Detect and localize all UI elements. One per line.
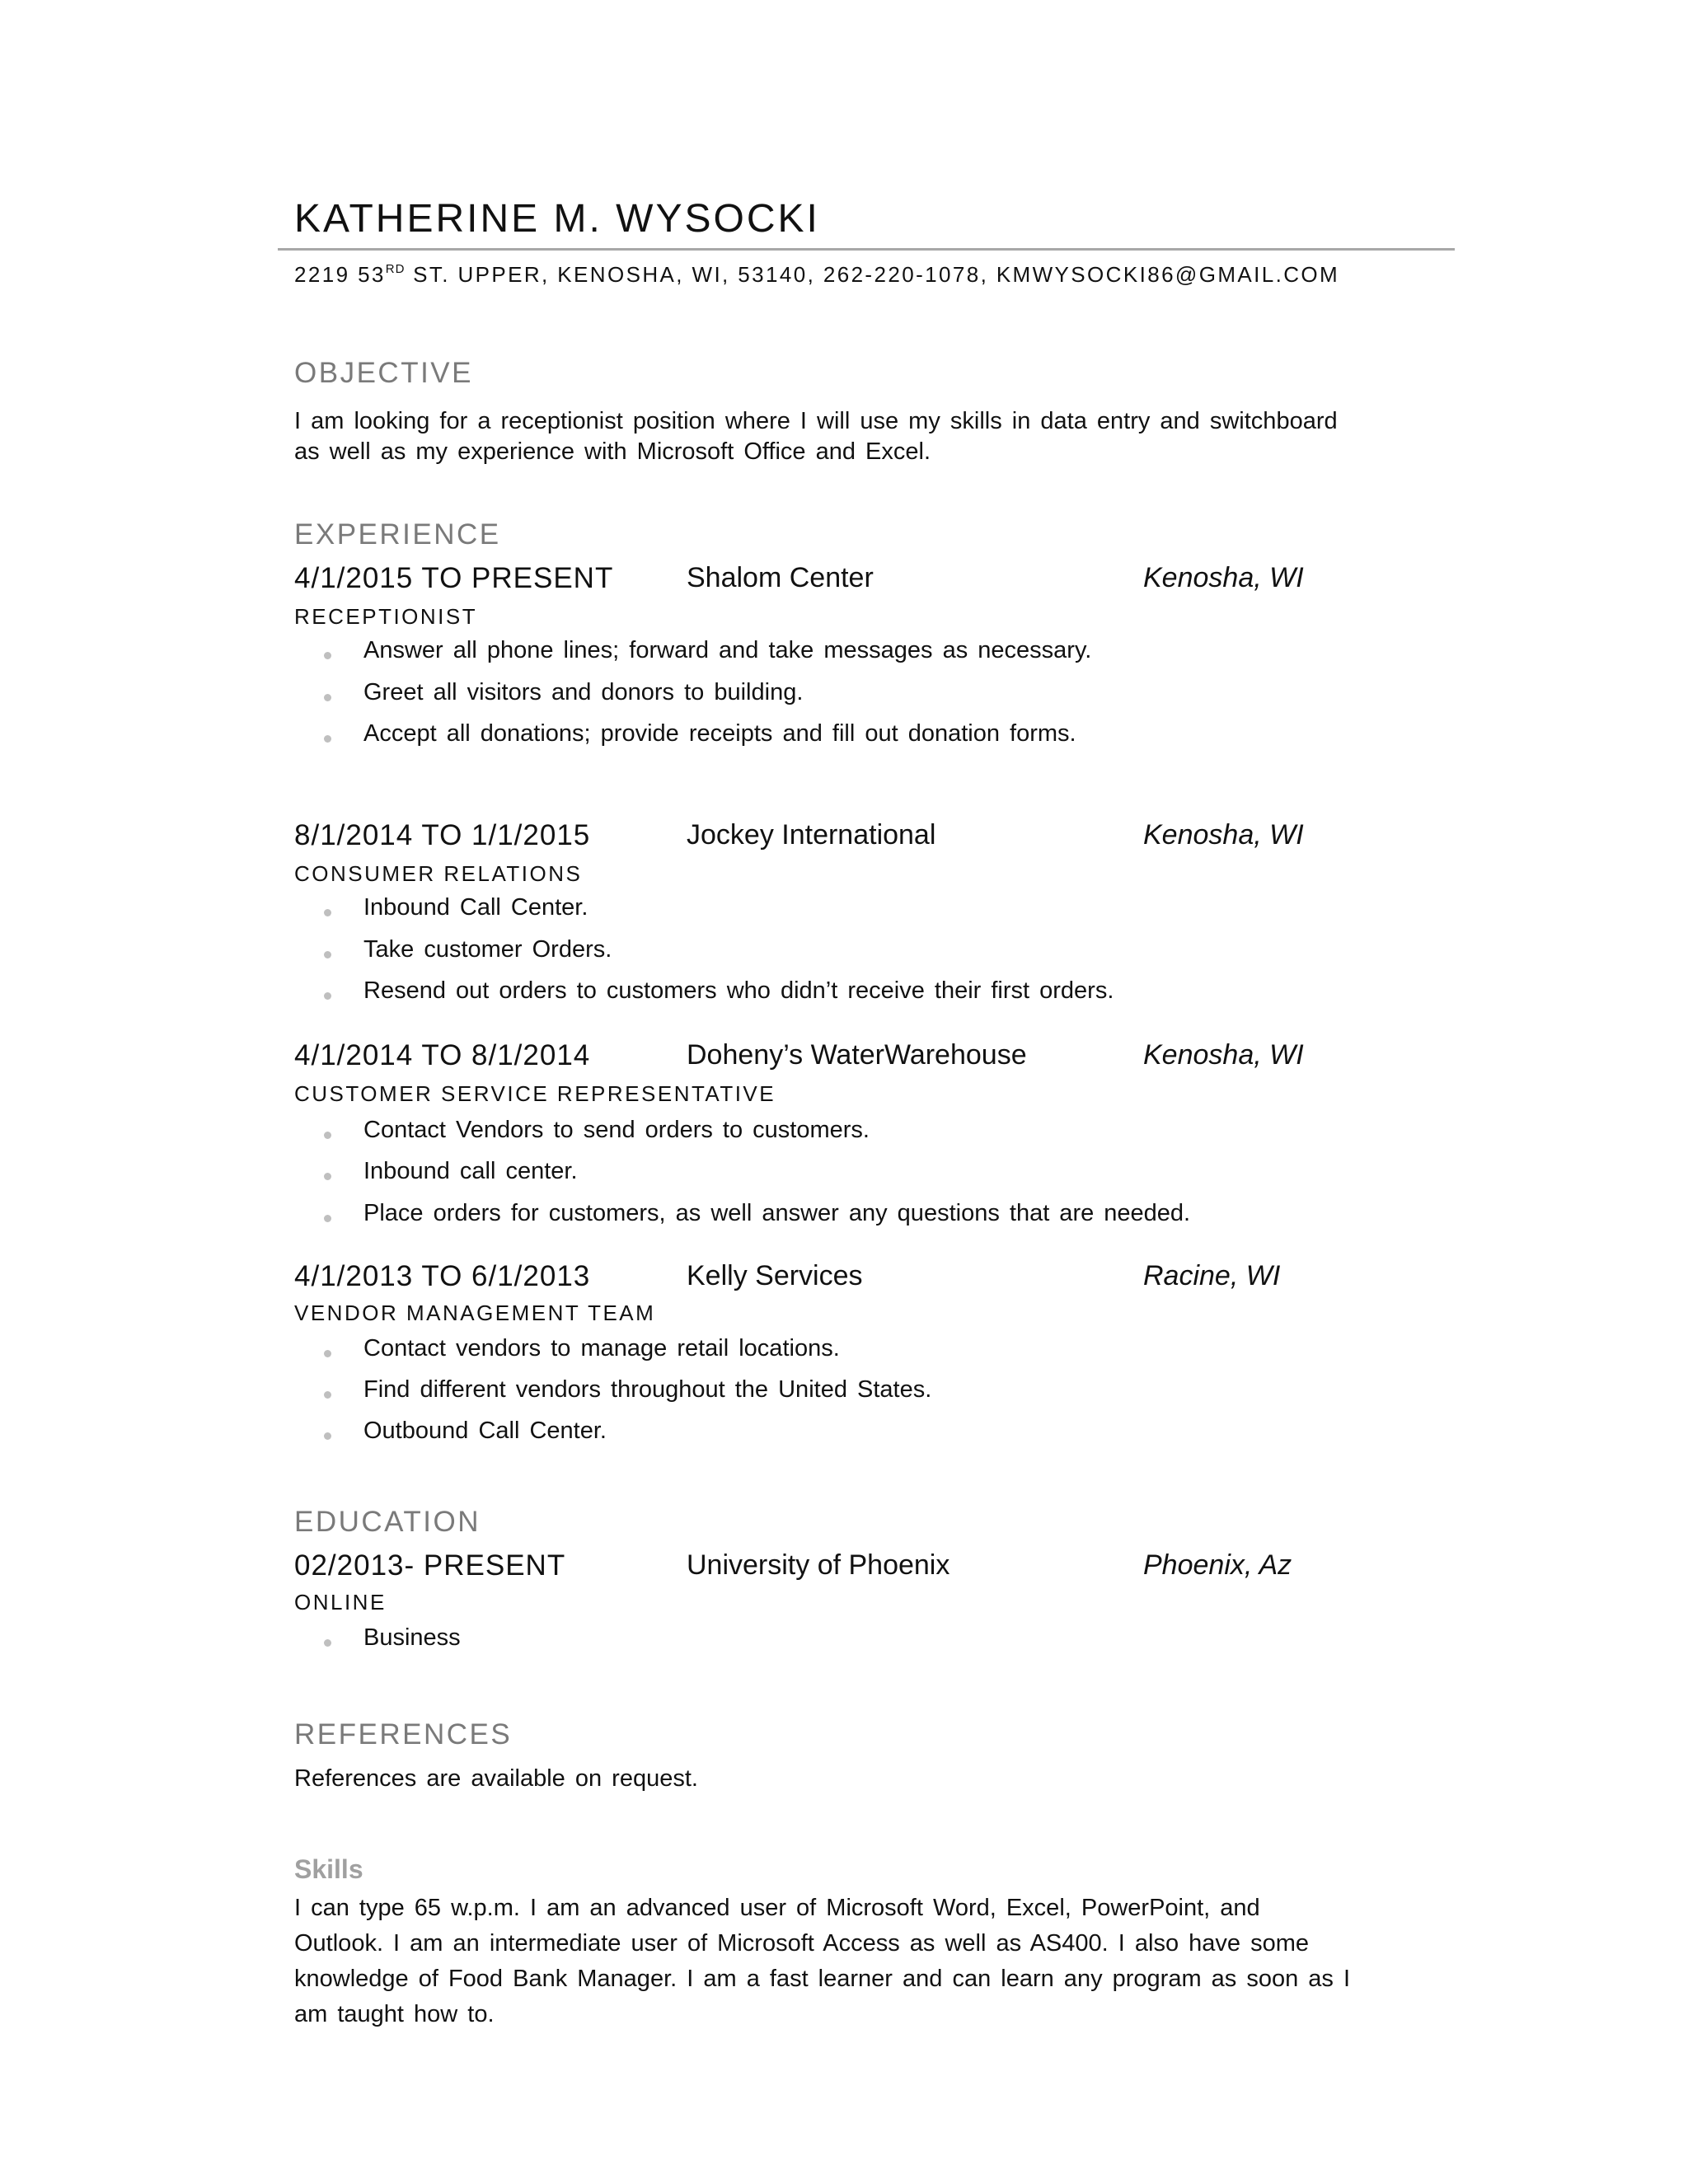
bullet-icon: [324, 1350, 331, 1357]
job-date: 4/1/2013 TO 6/1/2013: [294, 1260, 591, 1292]
skills-line-4: am taught how to.: [294, 2001, 495, 2027]
job-location: Kenosha, WI: [1143, 819, 1304, 851]
education-school: University of Phoenix: [687, 1549, 950, 1581]
job-bullet: Contact vendors to manage retail locations.: [363, 1335, 840, 1361]
bullet-icon: [324, 992, 331, 1000]
job-bullet: Greet all visitors and donors to building.: [363, 679, 804, 705]
skills-line-1: I can type 65 w.p.m. I am an advanced user of Microsoft Word, Excel, PowerPoint, and: [294, 1895, 1260, 1921]
job-company: Doheny’s WaterWarehouse: [687, 1039, 1027, 1071]
education-location: Phoenix, Az: [1143, 1549, 1292, 1581]
job-bullet: Find different vendors throughout the United States.: [363, 1376, 932, 1403]
objective-heading: OBJECTIVE: [294, 357, 473, 389]
job-date: 4/1/2014 TO 8/1/2014: [294, 1039, 591, 1071]
job-company: Shalom Center: [687, 562, 874, 593]
job-company: Jockey International: [687, 819, 936, 851]
job-location: Kenosha, WI: [1143, 1039, 1304, 1071]
bullet-icon: [324, 1432, 331, 1440]
bullet-icon: [324, 1639, 331, 1647]
experience-heading: EXPERIENCE: [294, 518, 501, 551]
skills-line-2: Outlook. I am an intermediate user of Microsoft Access as well as AS400. I also have some: [294, 1930, 1309, 1957]
job-company: Kelly Services: [687, 1260, 863, 1291]
references-text: References are available on request.: [294, 1765, 698, 1792]
education-date: 02/2013- PRESENT: [294, 1549, 566, 1582]
bullet-icon: [324, 1391, 331, 1399]
bullet-icon: [324, 694, 331, 701]
job-bullet: Take customer Orders.: [363, 936, 612, 963]
bullet-icon: [324, 735, 331, 743]
job-bullet: Answer all phone lines; forward and take messages as necessary.: [363, 637, 1092, 663]
job-date: 4/1/2015 TO PRESENT: [294, 562, 614, 594]
address-rest: ST. UPPER, KENOSHA, WI, 53140, 262-220-1078, KMWYSOCKI86@GMAIL.COM: [405, 262, 1340, 287]
applicant-name: KATHERINE M. WYSOCKI: [294, 197, 820, 241]
education-heading: EDUCATION: [294, 1506, 481, 1538]
skills-line-3: knowledge of Food Bank Manager. I am a fast learner and can learn any program as soon as I: [294, 1966, 1351, 1992]
skills-heading: Skills: [294, 1854, 363, 1884]
job-bullet: Inbound Call Center.: [363, 894, 588, 921]
job-location: Kenosha, WI: [1143, 562, 1304, 593]
job-bullet: Resend out orders to customers who didn’t receive their first orders.: [363, 977, 1114, 1004]
bullet-icon: [324, 652, 331, 659]
job-bullet: Contact Vendors to send orders to customers.: [363, 1117, 870, 1143]
address-number: 2219 53: [294, 262, 386, 287]
job-title: VENDOR MANAGEMENT TEAM: [294, 1301, 656, 1325]
job-bullet: Outbound Call Center.: [363, 1418, 607, 1444]
bullet-icon: [324, 1132, 331, 1139]
job-title: RECEPTIONIST: [294, 604, 478, 629]
education-program: ONLINE: [294, 1590, 387, 1615]
bullet-icon: [324, 909, 331, 916]
address-superscript: RD: [385, 262, 406, 276]
job-bullet: Place orders for customers, as well answer any questions that are needed.: [363, 1200, 1191, 1226]
job-location: Racine, WI: [1143, 1260, 1281, 1291]
job-bullet: Inbound call center.: [363, 1158, 578, 1184]
objective-line-1: I am looking for a receptionist position where I will use my skills in data entry and switchboard: [294, 408, 1338, 434]
references-heading: REFERENCES: [294, 1718, 513, 1750]
job-title: CONSUMER RELATIONS: [294, 861, 583, 886]
job-date: 8/1/2014 TO 1/1/2015: [294, 819, 591, 851]
bullet-icon: [324, 1173, 331, 1180]
objective-line-2: as well as my experience with Microsoft Office and Excel.: [294, 438, 931, 465]
bullet-icon: [324, 1215, 331, 1222]
bullet-icon: [324, 951, 331, 958]
job-bullet: Accept all donations; provide receipts and fill out donation forms.: [363, 720, 1076, 747]
job-title: CUSTOMER SERVICE REPRESENTATIVE: [294, 1081, 776, 1106]
header-divider: [278, 248, 1455, 251]
contact-info: [294, 262, 1339, 288]
education-bullet: Business: [363, 1624, 461, 1651]
